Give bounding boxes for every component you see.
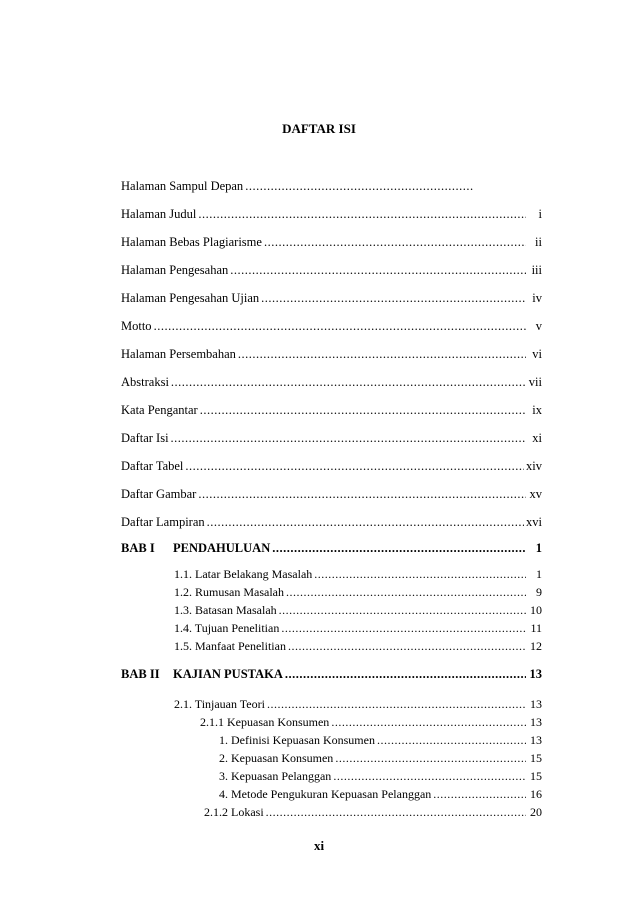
toc-entry-page: xv bbox=[529, 487, 542, 501]
toc-entry-label: Halaman Sampul Depan bbox=[121, 179, 244, 193]
toc-entry-label: Kata Pengantar bbox=[121, 403, 198, 417]
toc-entry-label: 3. Kepuasan Pelanggan bbox=[219, 769, 332, 783]
toc-entry-label: Daftar Lampiran bbox=[121, 515, 205, 529]
chapter-title: PENDAHULUAN bbox=[173, 541, 271, 555]
dot-leader bbox=[185, 458, 524, 474]
toc-entry-label: 2.1.2 Lokasi bbox=[204, 805, 264, 819]
toc-entry bbox=[121, 234, 542, 250]
dot-leader bbox=[238, 346, 526, 362]
toc-entry-page: 15 bbox=[530, 769, 542, 783]
dot-leader bbox=[314, 566, 526, 582]
dot-leader bbox=[286, 584, 526, 600]
toc-entry-page: 20 bbox=[530, 805, 542, 819]
toc-entry-label: 2. Kepuasan Konsumen bbox=[219, 751, 334, 765]
toc-entry-label: Halaman Judul bbox=[121, 207, 197, 221]
toc-entry-label: Abstraksi bbox=[121, 375, 169, 389]
toc-entry bbox=[200, 714, 542, 730]
toc-entry-label bbox=[121, 540, 270, 556]
chapter-row bbox=[121, 540, 542, 556]
chapter-number: BAB I bbox=[121, 541, 155, 555]
toc-entry bbox=[174, 584, 542, 600]
toc-entry-page: xiv bbox=[526, 459, 542, 473]
toc-entry-label: 2.1. Tinjauan Teori bbox=[174, 697, 265, 711]
page-number: xi bbox=[313, 838, 325, 853]
dot-leader bbox=[200, 402, 526, 418]
toc-entry-label: 1. Definisi Kepuasan Konsumen bbox=[219, 733, 375, 747]
toc-entry-label: 1.5. Manfaat Penelitian bbox=[174, 639, 286, 653]
toc-entry-label: 2.1.1 Kepuasan Konsumen bbox=[200, 715, 330, 729]
toc-entry-page: vii bbox=[528, 375, 542, 389]
toc-entry-page: 13 bbox=[530, 715, 542, 729]
toc-entry bbox=[174, 620, 542, 636]
dot-leader bbox=[288, 638, 526, 654]
toc-entry-page: vi bbox=[532, 347, 542, 361]
dot-leader bbox=[198, 206, 526, 222]
dot-leader bbox=[207, 514, 524, 530]
toc-entry bbox=[174, 602, 542, 618]
dot-leader bbox=[154, 318, 526, 334]
toc-entry bbox=[121, 374, 542, 390]
dot-leader bbox=[230, 262, 526, 278]
toc-entry-page: xi bbox=[532, 431, 542, 445]
toc-entry bbox=[174, 566, 542, 582]
toc-entry-page: iv bbox=[532, 291, 542, 305]
toc-entry-page: 15 bbox=[530, 751, 542, 765]
toc-entry bbox=[121, 178, 490, 194]
toc-entry bbox=[121, 458, 542, 474]
toc-entry-page: 1 bbox=[535, 541, 542, 555]
toc-entry-label: 1.1. Latar Belakang Masalah bbox=[174, 567, 313, 581]
dot-leader bbox=[433, 786, 526, 802]
dot-leader bbox=[266, 804, 526, 820]
toc-entry-page: 16 bbox=[530, 787, 542, 801]
toc-entry bbox=[174, 638, 542, 654]
toc-entry-page: 13 bbox=[530, 697, 542, 711]
toc-entry-page: 1 bbox=[536, 567, 542, 581]
dot-leader bbox=[198, 486, 526, 502]
toc-entry-page: xvi bbox=[526, 515, 542, 529]
toc-entry bbox=[121, 402, 542, 418]
toc-entry-label: Halaman Pengesahan Ujian bbox=[121, 291, 260, 305]
toc-entry bbox=[121, 262, 542, 278]
chapter-number: BAB II bbox=[121, 667, 160, 681]
toc-entry-label bbox=[121, 666, 283, 682]
toc-entry bbox=[121, 318, 542, 334]
toc-entry bbox=[174, 696, 542, 712]
toc-entry bbox=[121, 346, 542, 362]
chapter-title: KAJIAN PUSTAKA bbox=[173, 667, 283, 681]
toc-entry-page: iii bbox=[531, 263, 542, 277]
dot-leader bbox=[331, 714, 526, 730]
toc-entry-page: 13 bbox=[530, 733, 542, 747]
toc-entry-page: 11 bbox=[530, 621, 542, 635]
dot-leader bbox=[333, 768, 526, 784]
toc-entry-page: ii bbox=[535, 235, 542, 249]
toc-entry-page: 10 bbox=[530, 603, 542, 617]
dot-leader bbox=[335, 750, 526, 766]
chapter-row bbox=[121, 666, 542, 682]
toc-entry-label: Daftar Tabel bbox=[121, 459, 184, 473]
toc-entry bbox=[121, 486, 542, 502]
toc-entry-page: i bbox=[538, 207, 542, 221]
toc-entry-label: 1.2. Rumusan Masalah bbox=[174, 585, 284, 599]
toc-entry-label: Daftar Isi bbox=[121, 431, 169, 445]
dot-leader bbox=[245, 178, 474, 194]
page-title: DAFTAR ISI bbox=[282, 121, 356, 136]
toc-entry-page: 13 bbox=[529, 667, 542, 681]
toc-entry-page: v bbox=[535, 319, 542, 333]
toc-entry-label: 1.3. Batasan Masalah bbox=[174, 603, 277, 617]
toc-entry-label: Halaman Pengesahan bbox=[121, 263, 229, 277]
dot-leader bbox=[264, 234, 526, 250]
toc-entry bbox=[219, 732, 542, 748]
toc-entry-label: Daftar Gambar bbox=[121, 487, 197, 501]
toc-entry bbox=[219, 768, 542, 784]
dot-leader bbox=[267, 696, 526, 712]
dot-leader bbox=[261, 290, 526, 306]
dot-leader bbox=[279, 602, 526, 618]
toc-entry-label: Halaman Persembahan bbox=[121, 347, 236, 361]
toc-entry bbox=[204, 804, 542, 820]
toc-entry bbox=[219, 750, 542, 766]
toc-entry-label: Motto bbox=[121, 319, 152, 333]
dot-leader bbox=[281, 620, 526, 636]
dot-leader bbox=[171, 374, 526, 390]
toc-entry bbox=[219, 786, 542, 802]
toc-entry bbox=[121, 290, 542, 306]
dot-leader bbox=[272, 540, 526, 556]
toc-entry-page: 9 bbox=[536, 585, 542, 599]
toc-entry-label: Halaman Bebas Plagiarisme bbox=[121, 235, 262, 249]
dot-leader bbox=[285, 666, 526, 682]
toc-entry-page: 12 bbox=[530, 639, 542, 653]
toc-entry-label: 1.4. Tujuan Penelitian bbox=[174, 621, 280, 635]
toc-entry bbox=[121, 430, 542, 446]
dot-leader bbox=[377, 732, 526, 748]
toc-entry bbox=[121, 206, 542, 222]
dot-leader bbox=[171, 430, 526, 446]
toc-entry-label: 4. Metode Pengukuran Kepuasan Pelanggan bbox=[219, 787, 432, 801]
toc-entry bbox=[121, 514, 542, 530]
toc-entry-page: ix bbox=[532, 403, 542, 417]
